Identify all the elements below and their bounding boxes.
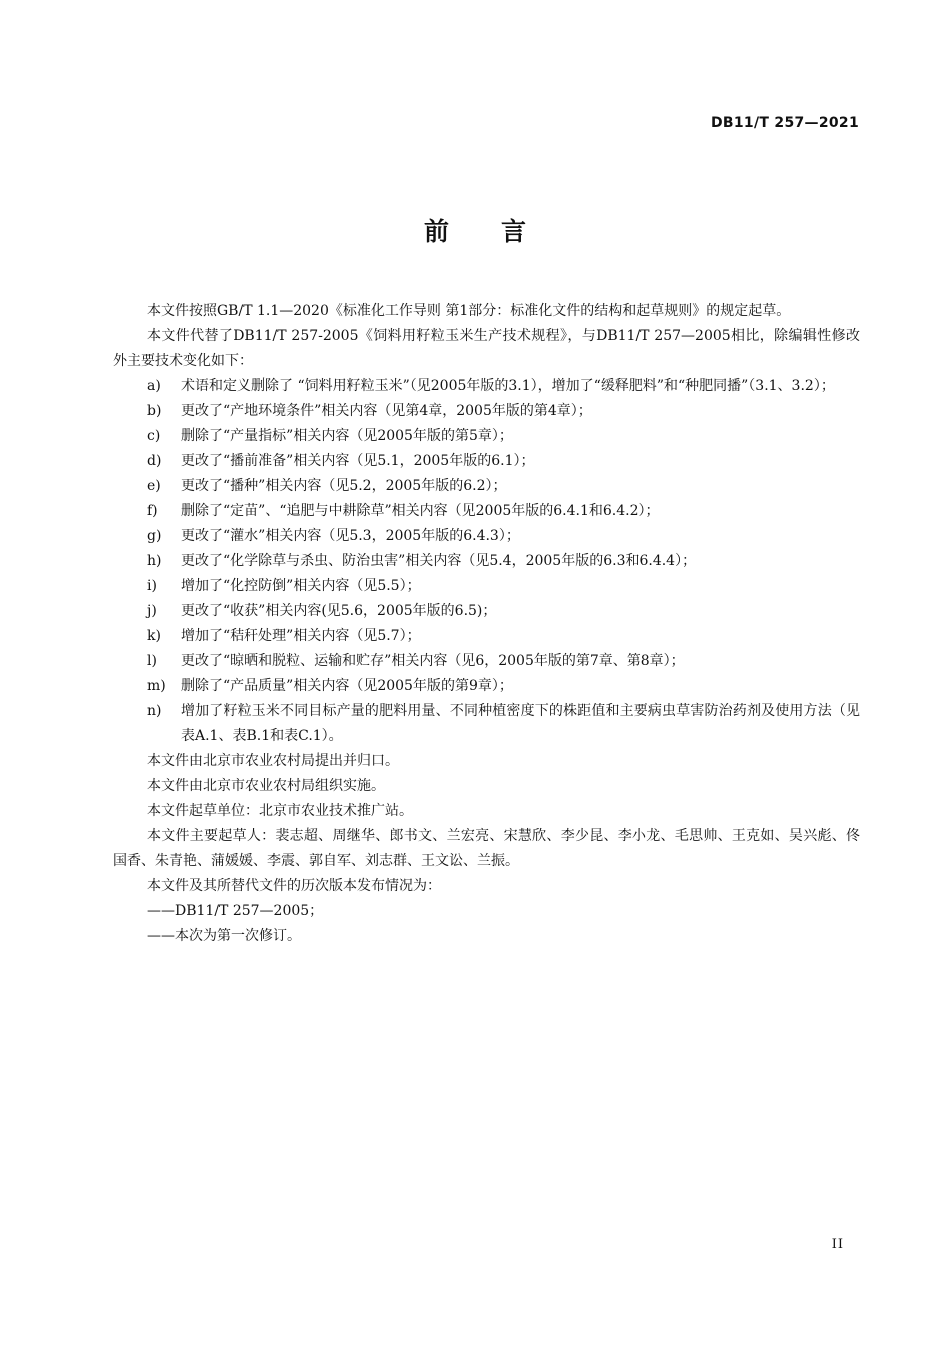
history-item: ——本次为第一次修订。 [147, 928, 301, 944]
list-marker: b) [147, 403, 162, 419]
closing-paragraph: 本文件及其所替代文件的历次版本发布情况为： [147, 878, 441, 894]
document-code: DB11/T 257—2021 [711, 115, 859, 131]
intro-paragraph: 本文件代替了DB11/T 257-2005《饲料用籽粒玉米生产技术规程》，与DB11/T 257—2005相比，除编辑性修改外主要技术变化如下： [113, 328, 860, 369]
closing-paragraph: 本文件由北京市农业农村局组织实施。 [147, 778, 385, 794]
document-body [113, 299, 860, 949]
list-item-text: 更改了“晾晒和脱粒、运输和贮存”相关内容（见6，2005年版的第7章、第8章）； [181, 653, 685, 669]
page-title: 前言 [423, 217, 578, 246]
list-marker: j) [147, 603, 157, 619]
list-item-text: 增加了籽粒玉米不同目标产量的肥料用量、不同种植密度下的株距值和主要病虫草害防治药剂及使用方法（见表A.1、表B.1和表C.1）。 [181, 703, 860, 744]
list-marker: l) [147, 653, 157, 669]
list-item [113, 549, 860, 574]
drafters-paragraph: 本文件主要起草人：裴志超、周继华、郎书文、兰宏亮、宋慧欣、李少昆、李小龙、毛思帅、王克如、吴兴彪、佟国香、朱青艳、蒲媛媛、李震、郭自军、刘志群、王文讼、兰振。 [113, 828, 860, 869]
list-item-text: 删除了“定苗”、“追肥与中耕除草”相关内容（见2005年版的6.4.1和6.4.2）； [181, 503, 660, 519]
list-item [113, 424, 860, 449]
list-marker: f) [147, 503, 158, 519]
list-item-text: 增加了“秸秆处理”相关内容（见5.7）； [181, 628, 421, 644]
closing-paragraph: 本文件起草单位：北京市农业技术推广站。 [147, 803, 413, 819]
list-item [113, 624, 860, 649]
list-item [113, 499, 860, 524]
list-item-text: 增加了“化控防倒”相关内容（见5.5）； [181, 578, 421, 594]
list-item [113, 524, 860, 549]
list-item [113, 374, 860, 399]
list-marker: n) [147, 703, 162, 719]
list-marker: k) [147, 628, 161, 644]
page-number: II [831, 1237, 844, 1252]
list-marker: g) [147, 528, 162, 544]
list-marker: i) [147, 578, 157, 594]
list-marker: c) [147, 428, 161, 444]
list-item [113, 474, 860, 499]
list-item-text: 删除了“产品质量”相关内容（见2005年版的第9章）； [181, 678, 513, 694]
list-marker: e) [147, 478, 161, 494]
list-marker: m) [147, 678, 166, 694]
list-item [113, 674, 860, 699]
list-marker: h) [147, 553, 162, 569]
list-item-text: 更改了“收获”相关内容(见5.6，2005年版的6.5)； [181, 603, 497, 619]
list-item [113, 599, 860, 624]
list-item [113, 399, 860, 424]
list-marker: a) [147, 378, 161, 394]
closing-paragraph: 本文件由北京市农业农村局提出并归口。 [147, 753, 399, 769]
list-item [113, 449, 860, 474]
list-item-text: 更改了“播前准备”相关内容（见5.1，2005年版的6.1）； [181, 453, 535, 469]
list-item-text: 更改了“播种”相关内容（见5.2，2005年版的6.2）； [181, 478, 507, 494]
history-item: ——DB11/T 257—2005； [147, 903, 324, 919]
list-item-text: 更改了“灌水”相关内容（见5.3，2005年版的6.4.3）； [181, 528, 520, 544]
list-item [113, 649, 860, 674]
list-marker: d) [147, 453, 162, 469]
intro-paragraph: 本文件按照GB/T 1.1—2020《标准化工作导则 第1部分：标准化文件的结构和起草规则》的规定起草。 [147, 303, 791, 319]
list-item-text: 更改了“化学除草与杀虫、防治虫害”相关内容（见5.4，2005年版的6.3和6.4.4）； [181, 553, 697, 569]
changes-list [113, 374, 860, 749]
list-item [113, 574, 860, 599]
list-item-text: 术语和定义删除了 “饲料用籽粒玉米”（见2005年版的3.1），增加了“缓释肥料”和“种肥同播”（3.1、3.2）； [181, 378, 835, 394]
list-item-text: 更改了“产地环境条件”相关内容（见第4章，2005年版的第4章）； [181, 403, 592, 419]
list-item-text: 删除了“产量指标”相关内容（见2005年版的第5章）； [181, 428, 513, 444]
list-item [113, 699, 860, 749]
